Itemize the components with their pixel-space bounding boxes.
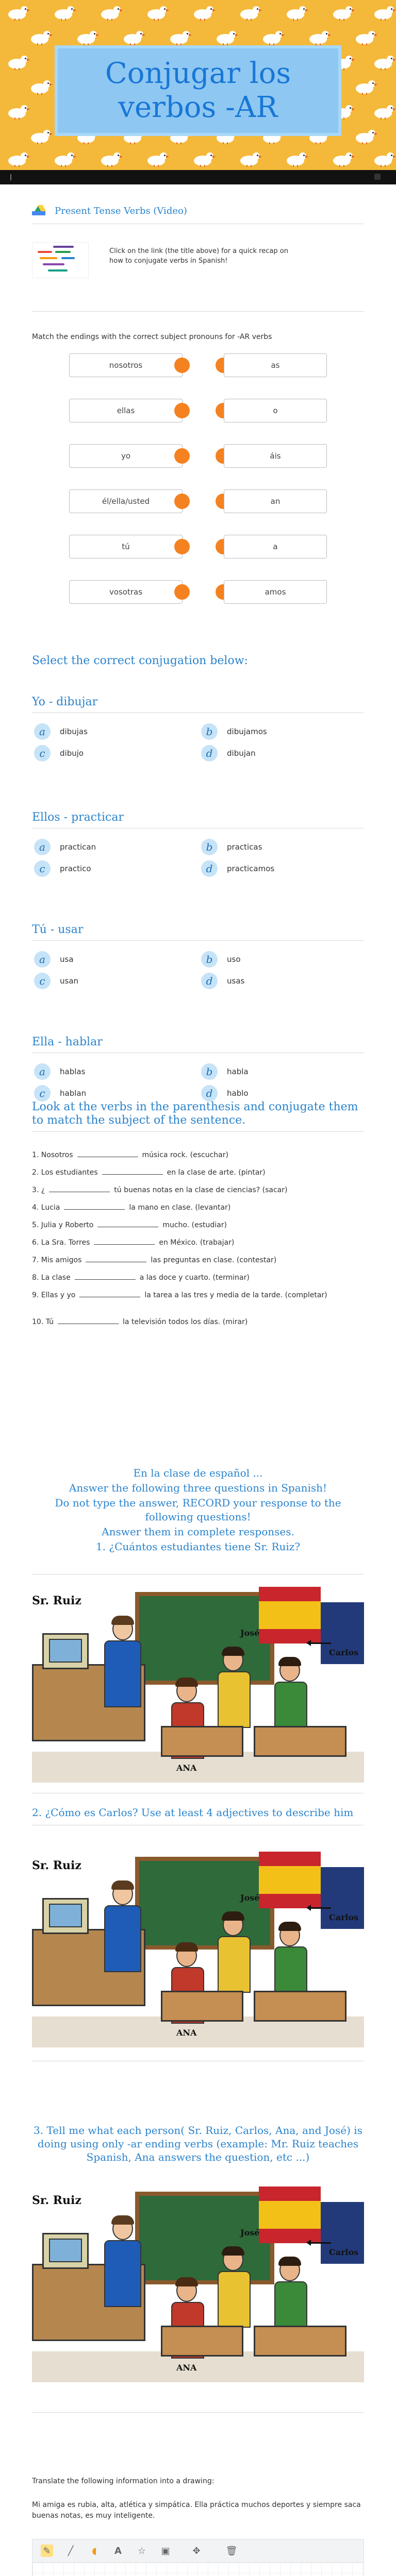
option-letter-badge: b [201,723,218,740]
header-banner [0,0,396,170]
fill-item-prefix: 6. La Sra. Torres [32,1239,90,1247]
bird-pattern-icon [5,56,29,71]
fill-blank-input[interactable] [58,1317,119,1324]
option-label: practicamos [227,864,275,873]
bird-pattern-icon [306,31,330,46]
fill-blank-input[interactable] [49,1185,110,1192]
mc-option[interactable] [34,973,78,989]
mc-option[interactable] [34,951,74,968]
teacher-figure [99,2217,145,2331]
question-2 [32,1806,364,1825]
bird-pattern-icon [394,31,396,46]
label-ana: ANA [176,2028,197,2038]
mc-option[interactable] [34,723,88,740]
fill-blank-input[interactable] [64,1202,125,1210]
fill-item-suffix: la mano en clase. (levantar) [129,1204,231,1212]
intro-line: Answer the following three questions in Spanish! [69,1482,327,1494]
intro-line: En la clase de español ... [133,1467,263,1479]
label-jose: José [240,1628,260,1638]
fill-item-prefix: 7. Mis amigos [32,1256,82,1264]
bird-pattern-icon [98,6,122,22]
label-sr-ruiz: Sr. Ruiz [32,1594,81,1607]
mc-option[interactable] [201,745,256,761]
match-row [69,444,327,468]
bird-pattern-icon [28,31,52,46]
match-row [69,353,327,377]
divider [32,2412,364,2413]
option-label: hablas [60,1067,86,1076]
mc-option[interactable] [201,1063,249,1080]
fill-item-prefix: 9. Ellas y yo [32,1291,76,1299]
bird-pattern-icon [191,152,214,168]
pencil-icon[interactable]: ✎ [41,2545,53,2557]
label-ana: ANA [176,2363,197,2372]
bird-pattern-icon [371,6,395,22]
divider [32,311,364,312]
bird-pattern-icon [371,105,395,121]
bird-pattern-icon [5,105,29,121]
fill-item-prefix: 4. Lucia [32,1204,60,1212]
match-right-item[interactable]: áis [224,444,327,468]
student-desk [161,1991,243,2022]
option-letter-badge: b [201,1063,218,1080]
bird-pattern-icon [353,31,376,46]
bird-pattern-icon [330,152,354,168]
fill-item-prefix: 5. Julia y Roberto [32,1221,94,1229]
bird-pattern-icon [28,130,52,145]
bird-pattern-icon [74,31,98,46]
student-desk [254,1726,346,1757]
mc-question-title: Tú - usar [32,923,364,941]
mc-option[interactable] [34,839,96,855]
chalkboard [135,1592,274,1685]
eraser-icon[interactable]: ◖ [92,2545,97,2556]
spain-flag [259,1852,321,1908]
title-box [55,45,341,136]
fill-item [32,1255,364,1265]
match-connector-dot[interactable] [174,584,190,600]
fill-heading [32,1100,364,1132]
pointer-arrow [310,1642,331,1644]
match-connector-dot[interactable] [174,403,190,418]
drawing-canvas[interactable] [32,2563,364,2576]
star-icon[interactable]: ☆ [137,2545,146,2556]
option-letter-badge: a [34,839,51,855]
drawing-instruction [32,2477,364,2485]
computer [42,1898,89,1934]
bird-pattern-icon [144,152,168,168]
intro-line: 1. ¿Cuántos estudiantes tiene Sr. Ruiz? [95,1540,301,1553]
move-icon[interactable]: ✥ [192,2545,201,2556]
option-label: usas [227,976,245,986]
matching-area [32,353,364,621]
mc-option[interactable] [201,951,241,968]
fill-item-suffix: las preguntas en clase. (contestar) [151,1256,277,1264]
label-carlos: Carlos [329,2247,359,2257]
option-letter-badge: c [34,973,51,989]
option-letter-badge: d [201,1085,218,1101]
fill-item-suffix: la televisión todos los días. (mirar) [123,1318,248,1326]
text-icon[interactable]: A [114,2545,122,2556]
mc-option[interactable] [201,1085,249,1101]
fill-blank-input[interactable] [86,1255,146,1262]
match-connector-dot[interactable] [174,358,190,373]
option-letter-badge: b [201,951,218,968]
question-3-text: 3. Tell me what each person( Sr. Ruiz, Carlos, Ana, and José) is doing using only -ar ending verbs (example: Mr. Ruiz teaches Spanish, Ana answers the question, etc ...) [34,2124,362,2163]
student-desk [161,2326,243,2357]
navbar [0,170,396,184]
stamp-icon[interactable]: ▣ [161,2545,170,2556]
label-sr-ruiz: Sr. Ruiz [32,2194,81,2207]
video-thumbnail[interactable] [32,242,89,278]
option-label: dibujamos [227,727,267,736]
fill-item-prefix: 1. Nosotros [32,1151,73,1159]
option-letter-badge: a [34,1063,51,1080]
bird-pattern-icon [353,80,376,96]
bird-pattern-icon [284,152,307,168]
pointer-arrow [310,2242,331,2244]
match-row [69,535,327,558]
computer [42,1633,89,1669]
drawing-instruction-text: Translate the following information into a drawing: [32,2477,214,2485]
match-row [69,580,327,604]
label-jose: José [240,1893,260,1903]
fill-item-suffix: música rock. (escuchar) [142,1151,228,1159]
option-label: uso [227,955,241,964]
line-icon[interactable]: ╱ [68,2545,74,2556]
video-section [32,205,364,224]
bird-pattern-icon [371,56,395,71]
mc-option[interactable] [201,723,267,740]
label-ana: ANA [176,1763,197,1773]
option-label: usa [60,955,74,964]
student-desk [254,2326,346,2357]
pointer-arrow [310,1907,331,1909]
spain-flag [259,1587,321,1643]
label-carlos: Carlos [329,1912,359,1922]
teacher-figure [99,1883,145,1996]
fill-item [32,1238,364,1248]
question-3 [32,2124,364,2164]
chalkboard [135,2192,274,2284]
drawing-description-text: Mi amiga es rubia, alta, atlética y simpática. Ella práctica muchos deportes y siempre saca buenas notas, es muy inteligente. [32,2501,361,2520]
mc-option[interactable] [201,973,244,989]
drawing-toolbar [32,2539,364,2563]
option-letter-badge: b [201,839,218,855]
fill-item [32,1202,364,1213]
option-letter-badge: c [34,860,51,877]
classroom-illustration-1 [32,1587,364,1783]
fill-item-suffix: en la clase de arte. (pintar) [167,1168,266,1177]
fill-item-prefix: 3. ¿ [32,1186,45,1194]
computer [42,2233,89,2269]
student-desk [161,1726,243,1757]
bird-pattern-icon [284,6,307,22]
match-left-item[interactable]: él/ella/usted [69,489,183,513]
match-left-item[interactable]: nosotros [69,353,183,377]
nav-right-icon[interactable] [374,174,381,180]
fill-item [32,1273,364,1283]
fill-item-suffix: la tarea a las tres y media de la tarde. (completar) [144,1291,327,1299]
fill-item-prefix: 2. Los estudiantes [32,1168,98,1177]
questions-intro [32,1466,364,1555]
video-description: Click on the link (the title above) for a quick recap on how to conjugate verbs in Spanish! [109,247,288,265]
label-jose: José [240,2228,260,2238]
label-sr-ruiz: Sr. Ruiz [32,1859,81,1872]
bird-pattern-icon [394,130,396,145]
bird-pattern-icon [260,31,284,46]
fill-item [32,1317,364,1327]
bird-pattern-icon [330,6,354,22]
option-label: dibujo [60,749,84,758]
mc-option[interactable] [201,860,274,877]
bird-pattern-icon [52,6,75,22]
fill-heading-text: Look at the verbs in the parenthesis and conjugate them to match the subject of the sentence. [32,1100,364,1132]
option-label: dibujan [227,749,256,758]
match-right-item[interactable]: an [224,489,327,513]
bird-pattern-icon [353,130,376,145]
option-label: habla [227,1067,249,1076]
google-drive-icon [32,205,45,216]
intro-line: Answer them in complete responses. [102,1526,294,1538]
mc-option[interactable] [34,860,91,877]
mc-question-title: Ellos - practicar [32,811,364,828]
bird-pattern-icon [394,80,396,96]
fill-blank-input[interactable] [102,1167,163,1175]
question-2-text: 2. ¿Cómo es Carlos? Use at least 4 adjectives to describe him [32,1806,364,1825]
mc-heading-text: Select the correct conjugation below: [32,654,248,667]
fill-blank-input[interactable] [77,1150,138,1157]
fill-item-suffix: en México. (trabajar) [159,1239,235,1247]
match-row [69,489,327,513]
nav-left-icon[interactable] [10,174,14,180]
match-left-item[interactable]: yo [69,444,183,468]
match-connector-dot[interactable] [174,539,190,554]
bird-pattern-icon [121,31,144,46]
chalkboard [135,1857,274,1950]
fill-item-prefix: 8. La clase [32,1274,71,1282]
match-row [69,399,327,422]
option-label: dibujas [60,727,88,736]
option-label: hablo [227,1089,249,1098]
option-letter-badge: d [201,860,218,877]
trash-icon[interactable]: 🗑 [225,2545,238,2556]
fill-blank-input[interactable] [94,1238,155,1245]
option-letter-badge: d [201,745,218,761]
match-right-item[interactable]: as [224,353,327,377]
matching-instruction [32,333,364,341]
fill-blank-input[interactable] [79,1290,140,1297]
match-right-item[interactable]: o [224,399,327,422]
fill-item-suffix: a las doce y cuarto. (terminar) [139,1274,250,1282]
fill-item-suffix: mucho. (estudiar) [162,1221,227,1229]
intro-line: Do not type the answer, RECORD your response to the following questions! [55,1497,341,1523]
option-label: practicas [227,842,262,852]
mc-option[interactable] [34,1063,85,1080]
bird-pattern-icon [237,6,261,22]
video-info [32,242,364,278]
fill-item [32,1185,364,1195]
matching-instruction-text: Match the endings with the correct subject pronouns for -AR verbs [32,333,272,341]
match-right-item[interactable]: amos [224,580,327,604]
fill-item [32,1220,364,1230]
bird-pattern-icon [191,6,214,22]
option-letter-badge: c [34,1085,51,1101]
match-left-item[interactable]: ellas [69,399,183,422]
fill-blank-input[interactable] [97,1220,158,1227]
option-letter-badge: d [201,973,218,989]
mc-question-title: Yo - dibujar [32,696,364,713]
bird-pattern-icon [52,152,75,168]
drawing-description [32,2500,364,2521]
match-left-item[interactable]: vosotras [69,580,183,604]
bird-pattern-icon [5,152,29,168]
option-label: usan [60,976,79,986]
mc-question-title: Ella - hablar [32,1036,364,1053]
video-link[interactable]: Present Tense Verbs (Video) [55,205,187,216]
bird-pattern-icon [98,152,122,168]
mc-option[interactable] [34,1085,86,1101]
option-label: practico [60,864,91,873]
fill-item [32,1290,364,1300]
bird-pattern-icon [213,31,237,46]
match-left-item[interactable]: tú [69,535,183,558]
bird-pattern-icon [28,80,52,96]
teacher-figure [99,1618,145,1731]
fill-item-suffix: tú buenas notas en la clase de ciencias? (sacar) [114,1186,288,1194]
classroom-illustration-3 [32,2187,364,2382]
option-label: hablan [60,1089,87,1098]
fill-item-prefix: 10. Tú [32,1318,54,1326]
mc-heading [32,654,364,667]
bird-pattern-icon [5,6,29,22]
bird-pattern-icon [167,31,191,46]
mc-option[interactable] [34,745,84,761]
match-connector-dot[interactable] [174,494,190,509]
fill-blank-input[interactable] [75,1273,136,1280]
label-carlos: Carlos [329,1648,359,1657]
option-letter-badge: a [34,723,51,740]
classroom-illustration-2 [32,1852,364,2047]
option-letter-badge: a [34,951,51,968]
fill-item [32,1167,364,1178]
option-letter-badge: c [34,745,51,761]
bird-pattern-icon [371,152,395,168]
option-label: practican [60,842,96,852]
page-title: Conjugar los verbos -AR [105,57,291,124]
spain-flag [259,2187,321,2243]
match-connector-dot[interactable] [174,448,190,464]
fill-item [32,1150,364,1160]
bird-pattern-icon [144,6,168,22]
student-desk [254,1991,346,2022]
bird-pattern-icon [237,152,261,168]
match-right-item[interactable]: a [224,535,327,558]
mc-option[interactable] [201,839,262,855]
